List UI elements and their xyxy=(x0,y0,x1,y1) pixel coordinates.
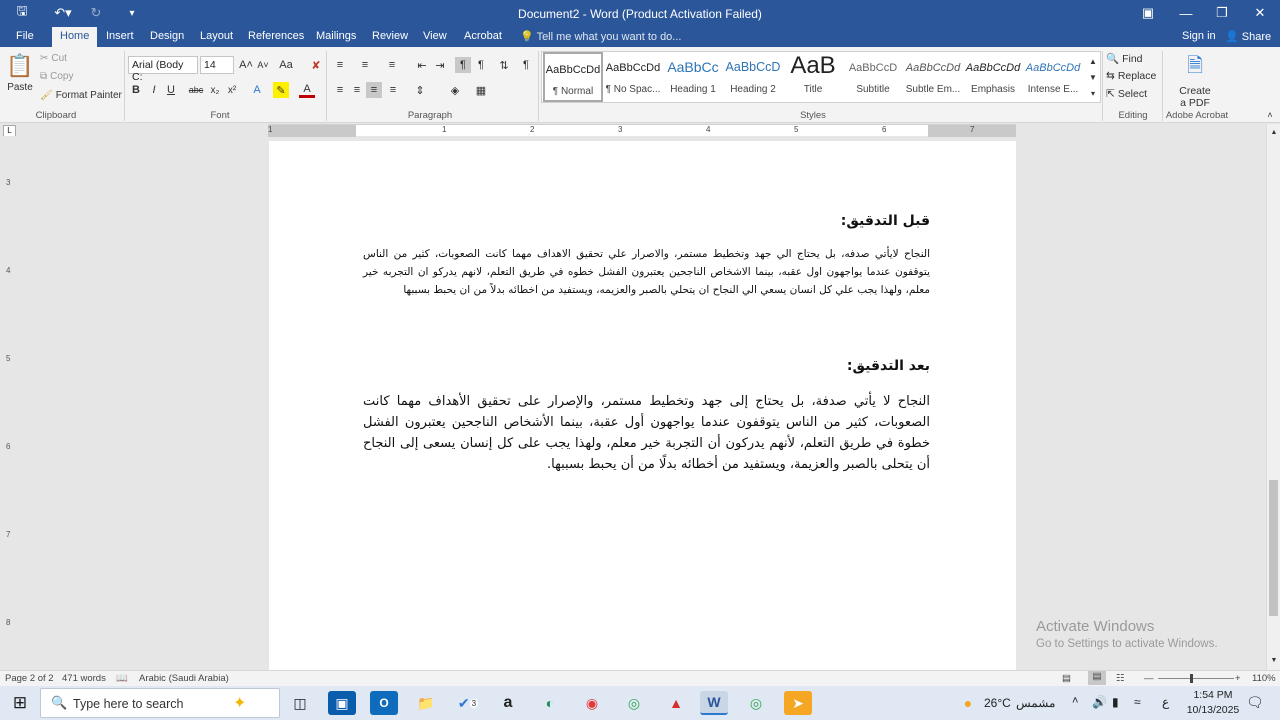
notification-icon[interactable]: 🗨 xyxy=(1246,694,1264,710)
collapse-ribbon-icon[interactable]: ˄ xyxy=(1267,110,1273,120)
style-title[interactable] xyxy=(783,52,843,102)
cut-label: Cut xyxy=(51,53,67,64)
style-heading-1[interactable] xyxy=(663,52,723,102)
find-button[interactable] xyxy=(1106,52,1143,65)
vertical-scrollbar[interactable] xyxy=(1266,124,1280,670)
format-painter-label: Format Painter xyxy=(55,90,122,101)
ruler-number: 8 xyxy=(6,618,11,627)
language-indicator[interactable]: Arabic (Saudi Arabia) xyxy=(139,673,229,684)
tab-references[interactable]: References xyxy=(248,30,305,42)
copy-button[interactable] xyxy=(40,71,74,82)
shading-icon[interactable]: ◈ xyxy=(450,84,460,97)
acrobat-icon[interactable]: ▲ xyxy=(669,695,683,711)
read-mode-icon[interactable]: ▤ xyxy=(1062,673,1071,684)
tab-mailings[interactable]: Mailings xyxy=(316,30,357,42)
share-button[interactable]: 👤 Share xyxy=(1225,31,1272,43)
ruler-number: 1 xyxy=(442,125,447,134)
find-label: Find xyxy=(1122,52,1143,65)
app-icon[interactable]: ◉ xyxy=(585,694,599,711)
style-name: Subtle Em... xyxy=(905,84,961,95)
tab-design[interactable]: Design xyxy=(150,30,185,42)
word-icon[interactable]: W xyxy=(700,691,728,715)
ruler-number: 4 xyxy=(706,125,711,134)
cut-button[interactable] xyxy=(40,53,67,64)
tell-me-search[interactable]: 💡 Tell me what you want to do... xyxy=(520,31,682,43)
store-icon[interactable]: ▣ xyxy=(328,691,356,715)
create-pdf-label-line2: a PDF xyxy=(1180,97,1210,109)
tab-file[interactable]: File xyxy=(16,30,34,42)
create-pdf-button[interactable] xyxy=(1172,51,1218,109)
font-group-label: Font xyxy=(210,110,230,121)
align-left-icon[interactable]: ≡ xyxy=(336,84,344,96)
clipboard-icon: 📋 xyxy=(6,53,34,78)
underline-icon[interactable]: U xyxy=(167,84,175,96)
style-subtle-emphasis[interactable] xyxy=(903,52,963,102)
activation-subtitle: Go to Settings to activate Windows. xyxy=(1036,638,1218,650)
replace-icon: ⇆ xyxy=(1106,70,1115,82)
style-normal[interactable] xyxy=(543,52,603,102)
increase-indent-icon[interactable]: ⇥ xyxy=(435,59,445,72)
create-pdf-label-line1: Create xyxy=(1179,85,1211,97)
status-bar xyxy=(0,670,1280,686)
scroll-up-icon[interactable]: ▲ xyxy=(1270,128,1278,136)
clock-date[interactable]: 10/13/2025 xyxy=(1186,704,1240,716)
style-name: Subtitle xyxy=(856,84,890,95)
ruler-number: 1 xyxy=(268,125,273,134)
copy-label: Copy xyxy=(50,71,74,82)
styles-group-label: Styles xyxy=(800,110,826,121)
chrome-icon[interactable]: ◎ xyxy=(627,694,641,711)
search-icon: 🔍 xyxy=(1106,53,1120,65)
style-preview: AaBbCc xyxy=(667,59,719,75)
select-button[interactable] xyxy=(1106,88,1147,100)
zoom-slider[interactable] xyxy=(1158,678,1234,679)
scroll-down-icon[interactable]: ▼ xyxy=(1270,656,1278,664)
tab-acrobat[interactable]: Acrobat xyxy=(464,30,502,42)
share-label: Share xyxy=(1241,31,1272,43)
style-name: Intense E... xyxy=(1027,84,1079,95)
numbering-icon[interactable]: ≡ xyxy=(361,59,369,71)
ruler-number: 7 xyxy=(970,125,975,134)
show-hidden-icons[interactable]: ˄ xyxy=(1072,695,1079,707)
paragraph-after[interactable]: النجاح لا يأتي صدفة، بل يحتاج إلى جهد وتخطيط مستمر، والإصرار على تحقيق الأهداف مهما كانت الصعوبات، كثير من الناس يتوقفون عندما يواجهون أول عقبة، بينما الأشخاص الناجحين يعتبرون الفشل خطوة في طريق التعلم، لأنهم يدركون أن التجربة خير معلم، ولهذا يجب على كل إنسان يسعى إلى النجاح أن يتحلى بالصبر والعزيمة، ويستفيد من أخطائه بدلًا من أن يحبط بسببها. xyxy=(363,394,930,472)
clear-formatting-icon[interactable]: ✘ xyxy=(311,59,321,72)
ribbon-display-icon[interactable]: ▣ xyxy=(1141,5,1155,20)
print-layout-icon[interactable]: ▤ xyxy=(1088,671,1106,685)
outlook-icon[interactable]: O xyxy=(370,691,398,715)
title-bar xyxy=(0,0,1280,27)
group-divider xyxy=(326,51,327,121)
ribbon xyxy=(0,47,1280,123)
style-preview: AaBbCcD xyxy=(725,60,781,74)
customize-qat-icon[interactable]: ▾ xyxy=(129,7,135,19)
grow-font-icon[interactable]: A˄ xyxy=(239,59,253,71)
strikethrough-icon[interactable]: abc xyxy=(188,85,204,95)
proofing-icon[interactable]: 📖 xyxy=(116,673,128,684)
editing-group-label: Editing xyxy=(1118,110,1148,121)
redo-icon[interactable]: ↻ xyxy=(90,5,102,20)
replace-button[interactable] xyxy=(1106,70,1156,82)
page-count[interactable]: Page 2 of 2 xyxy=(5,673,54,684)
vertical-ruler xyxy=(0,136,18,670)
tab-view[interactable]: View xyxy=(423,30,447,42)
ruler-number: 3 xyxy=(618,125,623,134)
scroll-thumb[interactable] xyxy=(1269,480,1278,616)
copilot-sparkle-icon: ✦ xyxy=(233,695,247,712)
tab-layout[interactable]: Layout xyxy=(200,30,234,42)
show-formatting-icon[interactable]: ¶ xyxy=(523,59,529,71)
select-label: Select xyxy=(1117,88,1147,100)
group-divider xyxy=(124,51,125,121)
ruler-number: 7 xyxy=(6,530,11,539)
paragraph-group-label: Paragraph xyxy=(407,110,453,121)
taskbar-search[interactable] xyxy=(40,688,280,718)
document-page[interactable] xyxy=(269,141,1016,670)
heading-after[interactable]: بعد التدقيق: xyxy=(846,358,930,374)
style-preview: AaBbCcDd xyxy=(1025,62,1081,74)
font-color-icon[interactable]: A xyxy=(299,82,315,98)
tab-selector[interactable]: L xyxy=(3,125,16,137)
gallery-down-icon[interactable]: ▼ xyxy=(1089,72,1097,82)
ruler-number: 6 xyxy=(6,442,11,451)
zoom-out-icon[interactable]: — xyxy=(1144,673,1154,684)
window-title: Document2 - Word (Product Activation Failed) xyxy=(518,7,762,21)
pdf-icon: 🗎 xyxy=(1186,55,1204,77)
styles-gallery xyxy=(541,51,1101,103)
ruler-number: 3 xyxy=(6,178,11,187)
ruler-number: 4 xyxy=(6,266,11,275)
task-view-icon[interactable]: ◫ xyxy=(293,694,307,711)
paste-label: Paste xyxy=(7,82,33,93)
input-language[interactable]: ع xyxy=(1162,695,1170,709)
activation-watermark xyxy=(1036,618,1218,650)
replace-label: Replace xyxy=(1117,70,1157,82)
style-preview: AaBbCcDd xyxy=(965,62,1021,74)
style-name: Heading 2 xyxy=(730,84,776,95)
style-no-spacing[interactable] xyxy=(603,52,663,102)
shrink-font-icon[interactable]: A˅ xyxy=(257,60,269,70)
style-name: ¶ Normal xyxy=(552,86,594,97)
style-preview: AaBbCcD xyxy=(848,62,898,74)
windows-start-icon[interactable]: ⊞ xyxy=(12,693,28,712)
ruler-number: 5 xyxy=(6,354,11,363)
tell-me-text: Tell me what you want to do... xyxy=(536,31,682,43)
style-preview: AaBbCcDd xyxy=(545,64,601,76)
close-icon[interactable]: ✕ xyxy=(1254,5,1266,20)
style-intense-emphasis[interactable] xyxy=(1023,52,1083,102)
superscript-icon[interactable]: x² xyxy=(227,84,237,96)
tab-review[interactable]: Review xyxy=(372,30,409,42)
zoom-level[interactable]: 110% xyxy=(1252,673,1276,684)
align-right-icon[interactable]: ≡ xyxy=(366,82,382,98)
ruler-number: 5 xyxy=(794,125,799,134)
horizontal-ruler[interactable] xyxy=(268,124,1016,136)
ruler-number: 2 xyxy=(530,125,535,134)
clock-time[interactable]: 1:54 PM xyxy=(1193,689,1233,701)
italic-icon[interactable]: I xyxy=(152,84,156,96)
gallery-more-icon[interactable]: ▾ xyxy=(1090,88,1095,98)
style-name: Title xyxy=(803,84,823,95)
subscript-icon[interactable]: x₂ xyxy=(210,84,220,96)
paragraph-before[interactable]: النجاح لايأتي صدفه، بل يحتاج الي جهد وتخطيط مستمر، والاصرار علي تحقيق الاهداف مهما كانت الصعوبات، كثير من الناس يتوقفون عندما يواجهون اول عقبه، بينما الاشخاص الناجحين يعتبرون الفشل خطوه في طريق التعلم، لانهم يدركو ان التجربه خير معلم، ولهذا يجب علي كل انسان يسعي الي النجاح ان يتحلي بالصبر والعزيمه، ويستفيد من اخطائه بدلاً من ان يحبط بسببها xyxy=(363,248,930,296)
ltr-direction-icon[interactable]: ¶ xyxy=(478,59,484,71)
taskbar xyxy=(0,686,1280,720)
style-emphasis[interactable] xyxy=(963,52,1023,102)
zoom-in-icon[interactable]: + xyxy=(1235,673,1241,684)
rtl-direction-icon[interactable]: ¶ xyxy=(455,57,471,73)
chrome-profile-icon[interactable]: ◎ xyxy=(749,694,763,711)
style-heading-2[interactable] xyxy=(723,52,783,102)
style-subtitle[interactable] xyxy=(843,52,903,102)
todo-badge: 3 xyxy=(471,698,477,708)
word-count[interactable]: 471 words xyxy=(62,673,106,684)
file-explorer-icon[interactable]: 📁 xyxy=(417,694,435,711)
ruler-number: 6 xyxy=(882,125,887,134)
select-icon: ⇱ xyxy=(1106,88,1115,100)
multilevel-list-icon[interactable]: ≡ xyxy=(388,59,396,71)
ruler-margin-left xyxy=(268,125,356,137)
tab-home[interactable]: Home xyxy=(52,27,97,47)
search-placeholder: Type here to search xyxy=(73,697,184,711)
group-divider xyxy=(1102,51,1103,121)
scissors-icon: ✂ xyxy=(40,53,49,64)
decrease-indent-icon[interactable]: ⇤ xyxy=(417,59,427,72)
sun-icon: ● xyxy=(963,695,973,711)
align-center-icon[interactable]: ≡ xyxy=(353,84,361,96)
amazon-icon[interactable]: a xyxy=(503,694,513,711)
web-layout-icon[interactable]: ☷ xyxy=(1116,673,1125,684)
brush-icon: 🖌 xyxy=(40,90,53,101)
sort-icon[interactable]: ⇅ xyxy=(499,59,509,72)
acrobat-group-label: Adobe Acrobat xyxy=(1165,110,1229,121)
highlight-icon[interactable]: ✎ xyxy=(273,82,289,98)
minimize-icon[interactable]: — xyxy=(1179,5,1193,21)
clipboard-group-label: Clipboard xyxy=(35,110,77,121)
line-spacing-icon[interactable]: ⇕ xyxy=(415,84,425,97)
font-name-dropdown[interactable]: Arial (Body C: xyxy=(128,56,198,74)
style-preview: AaBbCcDd xyxy=(905,62,961,74)
activation-title: Activate Windows xyxy=(1036,618,1155,635)
zoom-slider-thumb[interactable] xyxy=(1190,674,1193,683)
format-painter-button[interactable] xyxy=(40,90,122,101)
bullets-icon[interactable]: ≡ xyxy=(336,59,344,71)
wifi-icon[interactable]: ≈ xyxy=(1134,695,1141,709)
style-preview: AaBbCcDd xyxy=(605,62,661,74)
style-name: Heading 1 xyxy=(670,84,716,95)
change-case-button[interactable]: Aa xyxy=(279,59,293,71)
group-divider xyxy=(538,51,539,121)
battery-icon[interactable]: ▮ xyxy=(1112,695,1119,709)
ribbon-tabs xyxy=(0,27,1280,47)
heading-before[interactable]: قبل التدقيق: xyxy=(840,213,930,229)
telegram-icon[interactable]: ➤ xyxy=(784,691,812,715)
restore-icon[interactable]: ❐ xyxy=(1216,5,1228,20)
weather-condition[interactable]: مشمس xyxy=(1016,696,1056,710)
edge-icon[interactable]: ◐ xyxy=(545,695,555,711)
borders-icon[interactable]: ▦ xyxy=(475,84,487,97)
weather-temp[interactable]: 26°C xyxy=(984,696,1011,710)
sign-in-link[interactable]: Sign in xyxy=(1182,30,1216,42)
undo-icon[interactable]: ↶▾ xyxy=(54,5,72,20)
bold-icon[interactable]: B xyxy=(132,84,140,96)
search-icon: 🔍 xyxy=(51,695,68,710)
gallery-up-icon[interactable]: ▲ xyxy=(1089,56,1097,66)
paste-button[interactable] xyxy=(6,53,34,93)
text-effects-icon[interactable]: A xyxy=(253,84,261,96)
justify-icon[interactable]: ≡ xyxy=(389,84,397,96)
tab-insert[interactable]: Insert xyxy=(106,30,134,42)
volume-icon[interactable]: 🔊 xyxy=(1092,695,1107,709)
todo-icon[interactable]: ✔ 3 xyxy=(457,694,477,711)
font-size-dropdown[interactable]: 14 xyxy=(200,56,234,74)
copy-icon: ⧉ xyxy=(40,71,48,82)
style-preview: AaB xyxy=(790,52,836,79)
style-name: Emphasis xyxy=(971,84,1015,95)
save-icon[interactable]: 🖫 xyxy=(16,3,28,18)
style-name: ¶ No Spac... xyxy=(605,84,661,95)
